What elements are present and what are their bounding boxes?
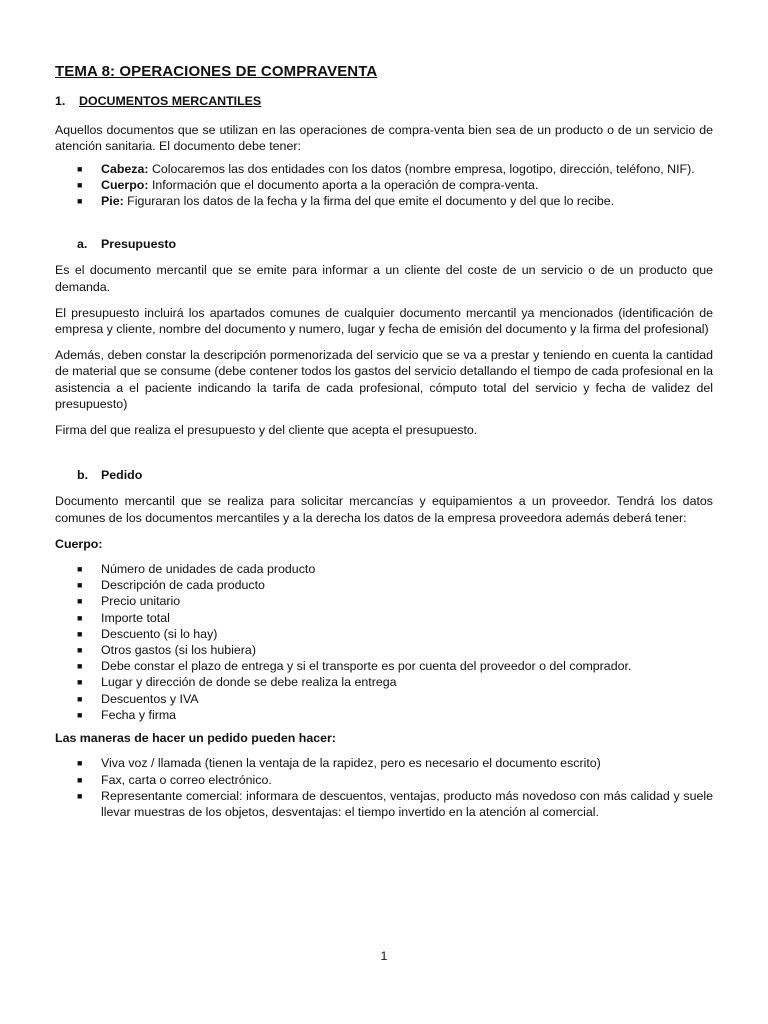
list-text: Colocaremos las dos entidades con los datos (nombre empresa, logotipo, dirección, teléfono, NIF). [148,161,695,176]
list-item [55,193,713,209]
list-text: Descripción de cada producto [101,578,265,593]
bullet-icon: ■ [77,612,83,623]
paragraph: El presupuesto incluirá los apartados comunes de cualquier documento mercantil ya mencionados (identificación de empresa y cliente, nombre del documento y numero, lugar y fecha de emisión del documento y la firma del profesional) [55,305,713,337]
paragraph: Documento mercantil que se realiza para solicitar mercancías y equipamientos a un proveedor. Tendrá los datos comunes de los documentos mercantiles y a la derecha los datos de la empresa proveedora además deberá tener: [55,494,713,525]
document-title: TEMA 8: OPERACIONES DE COMPRAVENTA [55,63,378,80]
list-item [55,707,713,723]
list-text: Representante comercial: informara de descuentos, ventajas, producto más novedoso con más calidad y suele llevar muestras de los objetos, desventajas: el tiempo invertido en la atención al comercial. [101,788,713,819]
list-term: Cabeza: [101,161,149,176]
list-text: Descuento (si lo hay) [101,626,218,641]
list-item [55,788,713,820]
bullet-icon: ■ [77,790,83,801]
paragraph: Además, deben constar la descripción pormenorizada del servicio que se va a prestar y teniendo en cuenta la cantidad de material que se consume (debe contener todos los gastos del servicio detallando el tiempo de cada profesional en la asistencia a el paciente indicando la tarifa de cada profesional, cómputo total del servicio y fecha de validez del presupuesto) [55,348,713,411]
bullet-icon: ■ [77,163,83,174]
subsection-label: Pedido [101,468,143,483]
bullet-icon: ■ [77,645,83,656]
list-item [55,642,713,658]
parts-list [55,161,713,210]
cuerpo-list [55,561,713,723]
page-number: 1 [380,949,388,963]
list-item [55,577,713,593]
subsection-label: Presupuesto [101,237,177,252]
list-text: Precio unitario [101,594,181,609]
bullet-icon: ■ [77,661,83,672]
list-item [55,561,713,577]
paragraph: Firma del que realiza el presupuesto y del cliente que acepta el presupuesto. [55,423,478,438]
subsection-letter: a. [77,237,88,252]
maneras-list [55,755,713,820]
subsection-heading-presupuesto [55,236,713,252]
list-text: Figuraran los datos de la fecha y la firma del que emite el documento y del que lo recibe. [123,194,615,209]
list-item [55,772,713,788]
list-term: Pie: [101,194,124,209]
list-text: Información que el documento aporta a la operación de compra-venta. [148,177,539,192]
list-item [55,691,713,707]
bullet-icon: ■ [77,758,83,769]
paragraph: Es el documento mercantil que se emite para informar a un cliente del coste de un servicio o de un producto que demanda. [55,263,713,294]
section-intro: Aquellos documentos que se utilizan en las operaciones de compra-venta bien sea de un producto o de un servicio de atención sanitaria. El documento debe tener: [55,123,713,154]
bullet-icon: ■ [77,179,83,190]
list-item [55,161,713,177]
list-text: Fecha y firma [101,707,177,722]
list-term: Cuerpo: [101,177,149,192]
subsection-heading-pedido [55,467,713,483]
list-item [55,610,713,626]
bullet-icon: ■ [77,677,83,688]
section-heading [55,93,713,109]
list-text: Lugar y dirección de donde se debe realiza la entrega [101,675,397,690]
list-text: Fax, carta o correo electrónico. [101,772,272,787]
list-text: Descuentos y IVA [101,691,199,706]
section-label: DOCUMENTOS MERCANTILES [79,94,262,108]
bullet-icon: ■ [77,564,83,575]
list-text: Viva voz / llamada (tienen la ventaja de la rapidez, pero es necesario el documento escrito) [101,756,601,771]
list-text: Importe total [101,610,170,625]
list-item [55,658,713,674]
list-item [55,626,713,642]
list-item [55,177,713,193]
list-text: Debe constar el plazo de entrega y si el transporte es por cuenta del proveedor o del comprador. [101,659,632,674]
bullet-icon: ■ [77,693,83,704]
list-text: Otros gastos (si los hubiera) [101,643,256,658]
list-item [55,755,713,771]
bullet-icon: ■ [77,196,83,207]
list-item [55,674,713,690]
document-page [55,62,713,820]
list-text: Número de unidades de cada producto [101,562,316,577]
section-number: 1. [55,94,66,108]
bullet-icon: ■ [77,709,83,720]
bullet-icon: ■ [77,628,83,639]
bullet-icon: ■ [77,774,83,785]
list-item [55,593,713,609]
maneras-heading: Las maneras de hacer un pedido pueden hacer: [55,731,336,746]
cuerpo-heading: Cuerpo: [55,536,103,551]
bullet-icon: ■ [77,580,83,591]
bullet-icon: ■ [77,596,83,607]
subsection-letter: b. [77,468,89,483]
